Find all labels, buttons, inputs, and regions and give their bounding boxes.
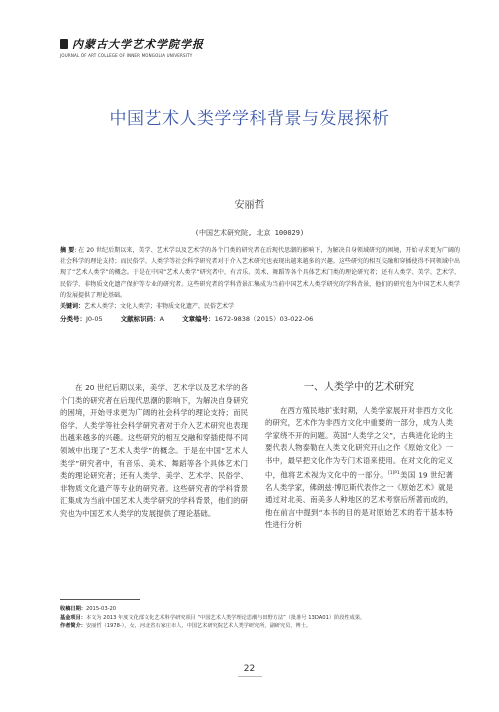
keywords-label: 关键词：: [60, 303, 85, 311]
abstract-text: : 在 20 世纪后期以来，美学、艺术学以及艺术学的各个门类的研究者在后现代思潮的影响下，为解决自身领域研究的困境，开始寻求更为广阔的社会科学的理论支持；而民俗学、人类学等社会科学研究者对于介入艺术研究也表现出越来越多的兴趣。这些研究的相互交融和穿插使得不同领域中出现了“艺术人类学”的概念。于是在中国“艺术人类学”研究者中，有音乐、美术、舞蹈等各个具体艺术门类的理论研究者；还有人类学、美学、艺术学、民俗学、非物质文化遗产保护等专业的研究者。这些研究者的学科背景汇集成为当前中国艺术人类学研究的学科背景，他们的研究也为中国艺术人类学的发展提供了理论基础。: [60, 247, 460, 299]
page-number-underline: [238, 676, 262, 677]
page-number: 22: [243, 664, 256, 674]
footnotes: [60, 605, 465, 631]
abstract: [60, 245, 460, 301]
intro-paragraph: 在 20 世纪后期以来，美学、艺术学以及艺术学的各个门类的研究者在后现代思潮的影响下，为解决自身研究的困境，开始寻求更为广阔的社会科学的理论支持；而民俗学、人类学等社会科学研究者对于介入艺术研究也表现出越来越多的兴趣。这些研究的相互交融和穿插使得不同领域中出现了“艺术人类学”的概念。于是在中国“艺术人类学”研究者中，有音乐、美术、舞蹈等各个具体艺术门类的理论研究者；还有人类学、美学、艺术学、民俗学、非物质文化遗产等专业的研究者。这些研究者的学科背景汇集成为当前中国艺术人类学研究的学科背景，他们的研究也为中国艺术人类学的发展提供了理论基础。: [60, 383, 248, 518]
author-bio: 作者简介：安丽哲（1978-），女，河北省石家庄市人，中国艺术研究院艺术人类学研究所，副研究员，博士。: [60, 623, 312, 629]
document-code: 文献标识码：A: [120, 315, 165, 324]
received-date: 收稿日期：2015-03-20: [60, 606, 117, 612]
keywords: [60, 301, 460, 312]
keywords-text: 艺术人类学；文化人类学；非物质文化遗产，民俗艺术学: [84, 303, 235, 311]
journal-logo: [60, 36, 280, 52]
article-author: 安丽哲: [234, 200, 265, 211]
journal-emblem-icon: [60, 39, 68, 49]
journal-header: [60, 36, 280, 58]
section-heading: 一、人类学中的艺术研究: [304, 382, 414, 393]
abstract-block: [60, 245, 460, 325]
citation-marker: [1]P1: [387, 470, 400, 476]
classification-row: [60, 314, 460, 325]
section-paragraph: 在西方殖民地扩张时期，人类学家展开对非西方文化的研究，艺术作为非西方文化中重要的一部分，成为人类学家绕不开的问题。英国“人类学之父”，古典进化论的主要代表人物泰勒在人类文化研究开山之作《原始文化》一书中，最早把文化作为专门术语来使用。在对文化的定义中，他将艺术视为文化中的一部分。$^{[1]P1}$美国 19 世纪著名人类学家，佛朗兹·博厄斯代表作之一《原始艺术》就是通过对北美、南美多人种地区的艺术考察后所著而成的，他在前言中提到“本书的目的是对原始艺术的若干基本特性进行分析: [265, 405, 453, 530]
author-affiliation: (中国艺术研究院, 北京 100029): [194, 229, 305, 237]
article-title: 中国艺术人类学学科背景与发展探析: [109, 109, 390, 129]
journal-name-english: JOURNAL OF ART COLLEGE OF INNER MONGOLIA UNIVERSITY: [60, 53, 193, 58]
clc-number: 分类号：J0-05: [60, 315, 103, 324]
body-column-right: [265, 382, 453, 532]
fund-project: 基金项目：本文为 2013 年度文化部文化艺术科学研究项目 “中国艺术人类学理论思潮与田野方法”（批准号 13DA01）阶段性成果。: [60, 614, 366, 621]
body-column-left: [60, 382, 248, 521]
footnote-divider: [60, 599, 140, 600]
article-number: 文章编号：1672-9838（2015）03-022-06: [182, 315, 314, 324]
journal-name: 内蒙古大学艺术学院学报: [72, 38, 204, 51]
abstract-label: 摘 要: [60, 247, 75, 254]
